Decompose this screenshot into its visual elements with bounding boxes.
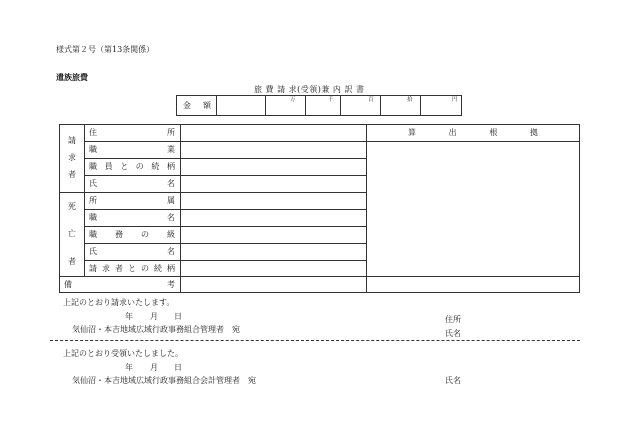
deceased-group-label-2: 亡 <box>68 229 76 238</box>
claimant-group-label-3: 者 <box>68 170 76 179</box>
request-statement: 上記のとおり請求いたします。 <box>63 298 175 307</box>
form-title: 旅 費 請 求(受領)兼 内 訳 書 <box>254 85 365 94</box>
deceased-row-job-title: 職 名 <box>89 213 175 222</box>
claimant-row-occupation: 職 業 <box>89 145 175 154</box>
form-code: 様式第２号（第13条関係） <box>56 45 155 54</box>
amount-unit-en: 円 <box>452 97 458 103</box>
deceased-row-relation: 請 求 者 と の 続 柄 <box>89 264 175 273</box>
calc-header: 算 出 根 拠 <box>408 128 538 137</box>
request-date-year: 年 <box>125 312 133 321</box>
form-category: 遺族旅費 <box>56 72 88 82</box>
claimant-row-name: 氏 名 <box>89 179 175 188</box>
receipt-addressee: 気仙沼・本吉地域広域行政事務組合会計管理者 宛 <box>72 376 256 385</box>
deceased-row-affiliation: 所 属 <box>89 196 175 205</box>
receipt-date-month: 月 <box>150 363 158 372</box>
claimant-group-label-2: 求 <box>68 153 76 162</box>
deceased-row-grade: 職 務 の 級 <box>89 230 175 239</box>
receipt-date-day: 日 <box>174 363 182 372</box>
receipt-name-label: 氏名 <box>445 376 461 385</box>
request-date-day: 日 <box>174 312 182 321</box>
request-addressee: 気仙沼・本吉地域広域行政事務組合管理者 宛 <box>72 325 240 334</box>
deceased-group-label-1: 死 <box>68 202 76 211</box>
amount-unit-juu: 拾 <box>407 97 413 103</box>
amount-unit-sen: 千 <box>328 97 334 103</box>
receipt-statement: 上記のとおり受領いたしました。 <box>63 349 183 358</box>
deceased-row-name: 氏 名 <box>89 247 175 256</box>
request-name-label: 氏名 <box>445 329 461 338</box>
amount-unit-man: 万 <box>290 97 296 103</box>
section-divider <box>50 340 580 341</box>
claimant-row-address: 住 所 <box>89 128 175 137</box>
receipt-date-year: 年 <box>125 363 133 372</box>
claimant-group-label-1: 請 <box>68 136 76 145</box>
claimant-row-relation: 職 員 と の 続 柄 <box>89 162 175 171</box>
request-date-month: 月 <box>150 312 158 321</box>
request-address-label: 住所 <box>445 315 461 324</box>
amount-label: 金 額 <box>183 101 211 110</box>
amount-unit-hyaku: 百 <box>368 97 374 103</box>
deceased-group-label-3: 者 <box>68 257 76 266</box>
remarks-label: 備 考 <box>64 280 175 289</box>
